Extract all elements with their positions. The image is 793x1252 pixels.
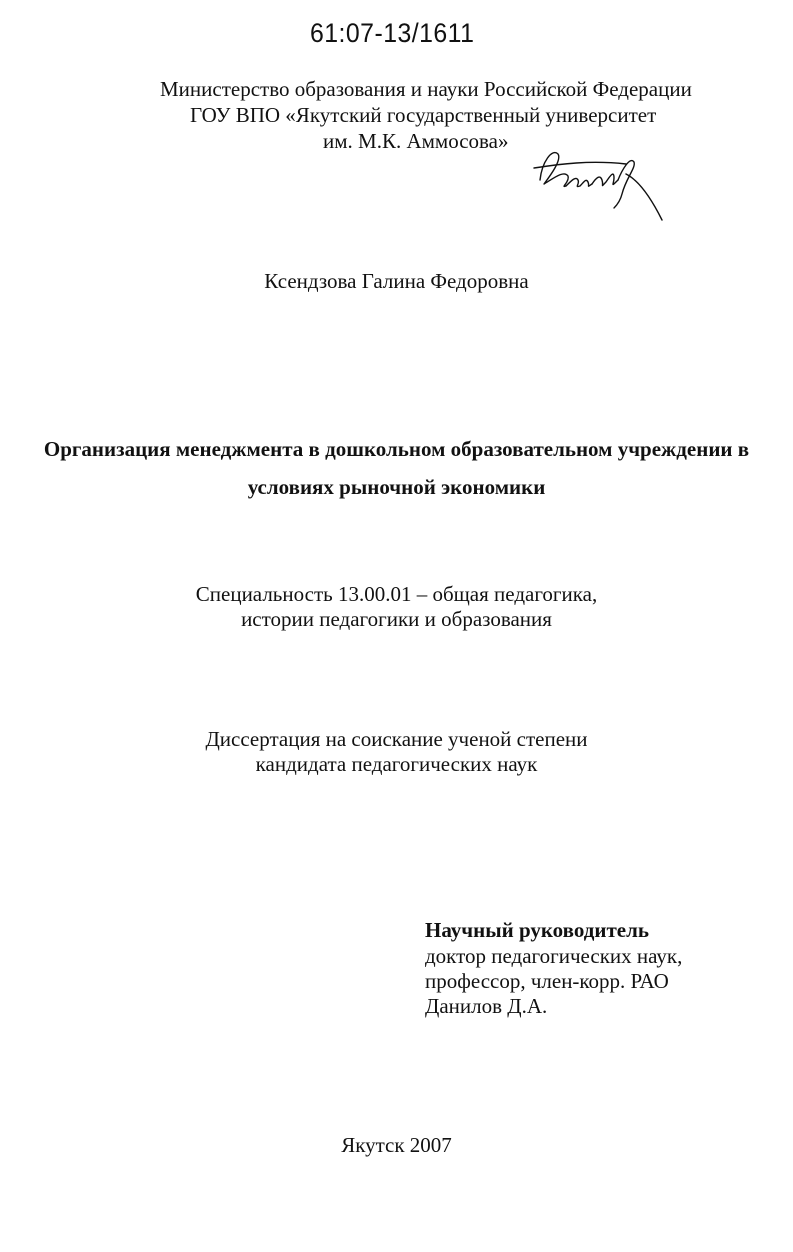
degree-line-1: Диссертация на соискание ученой степени bbox=[205, 727, 588, 751]
degree-line-2: кандидата педагогических наук bbox=[255, 752, 538, 776]
specialty-line-1: Специальность 13.00.01 – общая педагогика, bbox=[195, 582, 598, 606]
institution-ministry: Министерство образования и науки Российской Федерации bbox=[160, 77, 692, 101]
advisor-heading: Научный руководитель bbox=[425, 918, 649, 942]
dissertation-title-line-2: условиях рыночной экономики bbox=[247, 475, 546, 499]
institution-university-name: им. М.К. Аммосова» bbox=[323, 129, 509, 153]
dissertation-title-line-1: Организация менеджмента в дошкольном образовательном учреждении в bbox=[43, 437, 750, 461]
advisor-position: профессор, член-корр. РАО bbox=[425, 969, 669, 993]
author-name: Ксендзова Галина Федоровна bbox=[264, 269, 529, 293]
specialty-line-2: истории педагогики и образования bbox=[241, 607, 552, 631]
catalog-number: 61:07-13/1611 bbox=[310, 18, 475, 48]
advisor-name: Данилов Д.А. bbox=[425, 994, 548, 1018]
institution-university: ГОУ ВПО «Якутский государственный университет bbox=[190, 103, 657, 127]
signature-icon bbox=[530, 140, 670, 230]
city-year: Якутск 2007 bbox=[341, 1133, 452, 1157]
advisor-degree: доктор педагогических наук, bbox=[425, 944, 683, 968]
